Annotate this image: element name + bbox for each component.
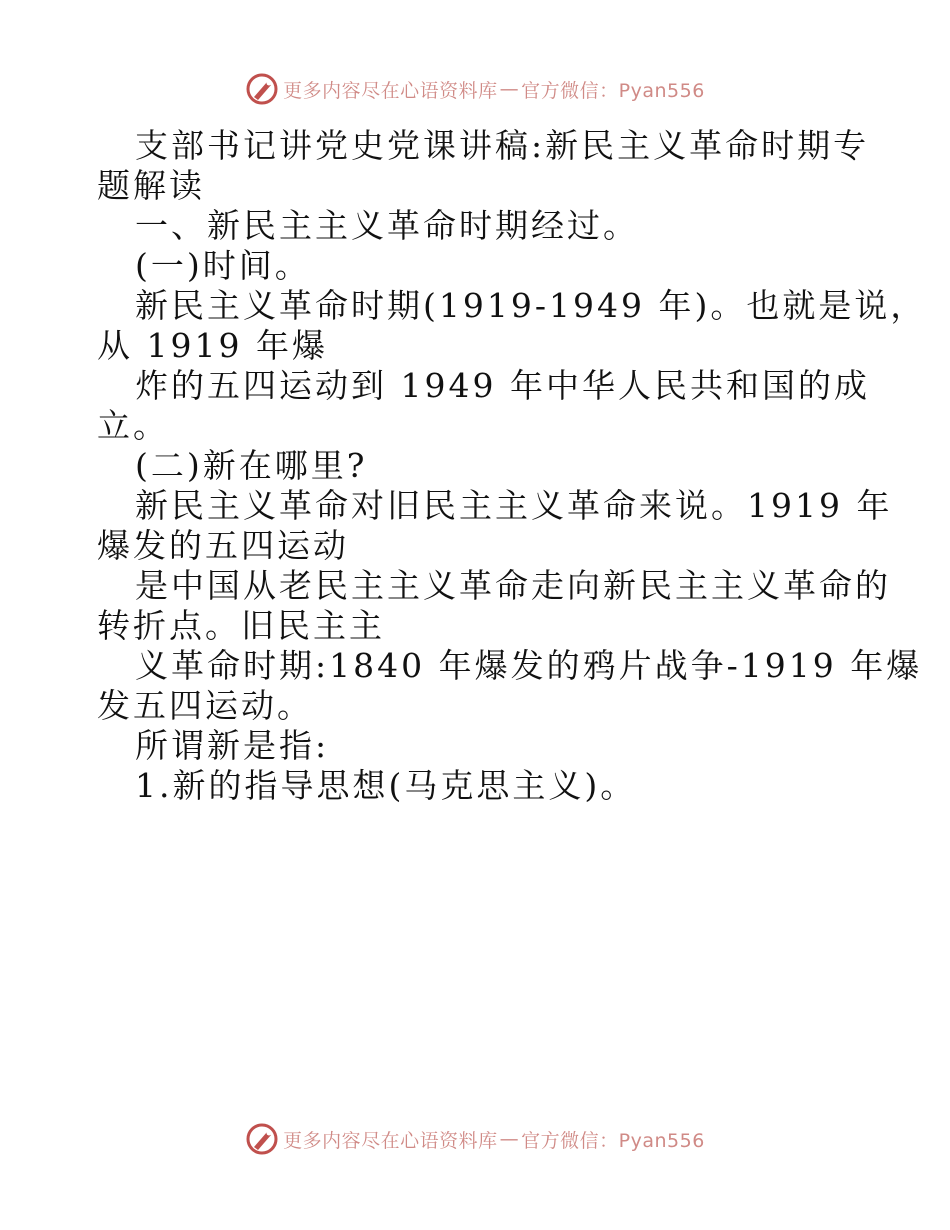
document-body (97, 126, 927, 806)
paragraph-line: 新民主义革命对旧民主主义革命来说。1919 年 (135, 486, 893, 525)
paragraph-line: 立。 (97, 406, 169, 445)
title-line-1: 支部书记讲党史党课讲稿:新民主义革命时期专 (135, 126, 870, 165)
title-line-2: 题解读 (97, 166, 205, 205)
paragraph-line: 新民主义革命时期(1919-1949 年)。也就是说， (135, 286, 927, 325)
watermark-brand: 更多内容尽在心语资料库 (283, 79, 498, 102)
subsection-heading-new: (二)新在哪里? (135, 446, 368, 485)
paragraph-line: 发五四运动。 (97, 686, 313, 725)
paragraph-line: 所谓新是指: (135, 726, 330, 765)
paragraph-line: 炸的五四运动到 1949 年中华人民共和国的成 (135, 366, 870, 405)
pen-logo-icon (245, 72, 279, 106)
watermark-contact: 官方微信：Pyan556 (521, 1129, 705, 1152)
paragraph-line: 爆发的五四运动 (97, 526, 349, 565)
list-item: 1.新的指导思想(马克思主义)。 (135, 766, 637, 805)
paragraph-line: 义革命时期:1840 年爆发的鸦片战争-1919 年爆 (135, 646, 923, 685)
footer-watermark (0, 1122, 950, 1156)
paragraph-line: 是中国从老民主主义革命走向新民主主义革命的 (135, 566, 891, 605)
section-heading-1: 一、新民主主义革命时期经过。 (135, 206, 639, 245)
watermark-separator: — (499, 1128, 520, 1150)
pen-logo-icon (245, 1122, 279, 1156)
watermark-separator: — (499, 78, 520, 100)
subsection-heading-time: (一)时间。 (135, 246, 311, 285)
header-watermark (0, 72, 950, 106)
paragraph-line: 转折点。旧民主主 (97, 606, 385, 645)
watermark-brand: 更多内容尽在心语资料库 (283, 1129, 498, 1152)
watermark-contact: 官方微信：Pyan556 (521, 79, 705, 102)
paragraph-line: 从 1919 年爆 (97, 326, 328, 365)
